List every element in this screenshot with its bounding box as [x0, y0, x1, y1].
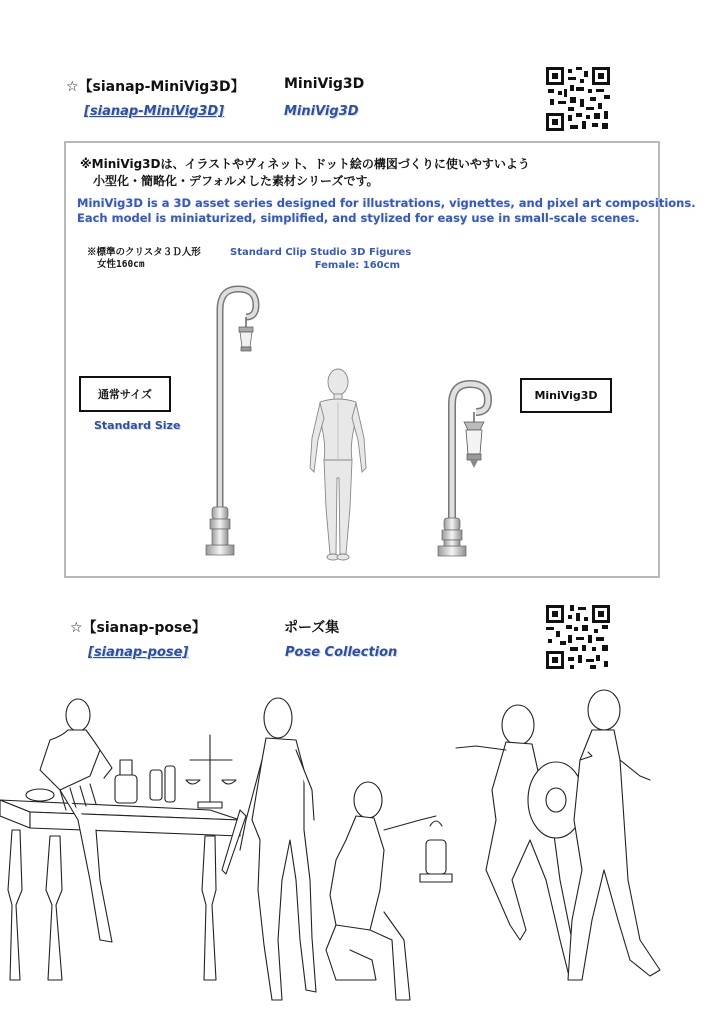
description-jp-line1: ※MiniVig3Dは、イラストやヴィネット、ドット絵の構図づくりに使いやすいよう	[80, 157, 530, 171]
section1-subtitle: MiniVig3D	[284, 76, 365, 92]
figure-note-jp-line2: 女性160cm	[97, 259, 145, 270]
section2-subtitle-en: Pose Collection	[285, 645, 398, 660]
section1-subtitle-en: MiniVig3D	[284, 104, 359, 119]
description-en-line2: Each model is miniaturized, simplified, and stylized for easy use in small-scale scenes.	[77, 211, 640, 225]
pose-collection-illustration	[0, 680, 725, 1015]
standard-lamp-post-image	[200, 285, 270, 560]
description-jp-line2: 小型化・簡略化・デフォルメした素材シリーズです。	[93, 174, 379, 188]
qr-code-graphic-2	[546, 605, 610, 669]
figure-note-en-line1: Standard Clip Studio 3D Figures	[230, 247, 412, 258]
section2-title: ☆【sianap-pose】	[70, 620, 206, 636]
description-en-line1: MiniVig3D is a 3D asset series designed for illustrations, vignettes, and pixel art compositions.	[77, 196, 696, 210]
section1-title-en[interactable]: [sianap-MiniVig3D]	[84, 104, 225, 119]
standard-figure-image	[298, 368, 378, 563]
qr-code-icon[interactable]	[546, 67, 610, 131]
standard-size-label: 通常サイズ	[79, 376, 171, 412]
section2-subtitle: ポーズ集	[284, 620, 340, 636]
standard-size-label-en: Standard Size	[94, 419, 181, 432]
figure-note-en-line2: Female: 160cm	[314, 260, 400, 271]
qr-code-icon[interactable]	[546, 605, 610, 669]
section1-title: ☆【sianap-MiniVig3D】	[66, 79, 245, 95]
qr-code-graphic-1	[546, 67, 610, 131]
minivig-lamp-post-image	[430, 378, 500, 560]
figure-note-jp-line1: ※標準のクリスタ３Ｄ人形	[87, 247, 201, 258]
minivig-label: MiniVig3D	[520, 378, 612, 413]
section2-title-en[interactable]: [sianap-pose]	[88, 645, 189, 660]
